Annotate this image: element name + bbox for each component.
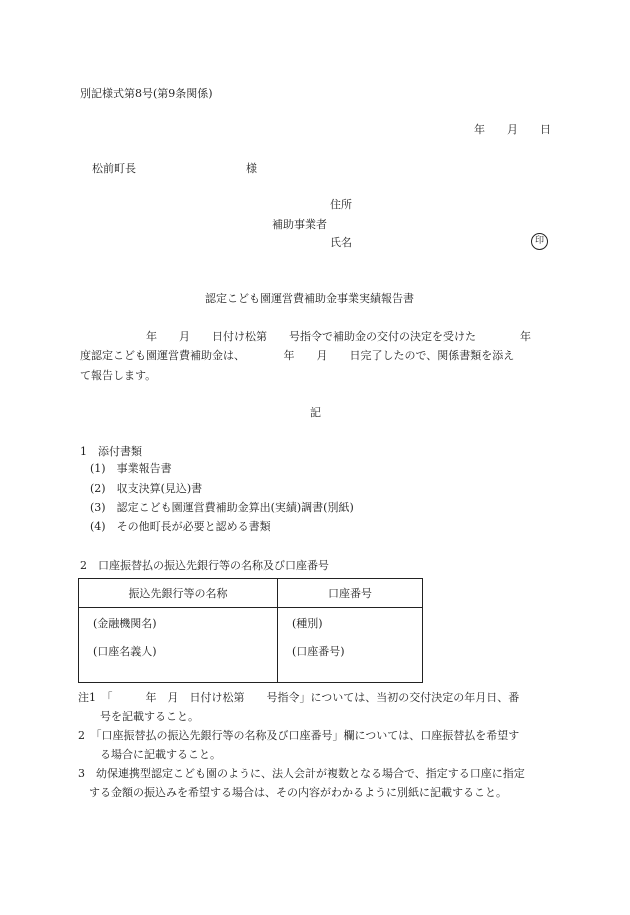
note-line: する金額の振込みを希望する場合は、その内容がわかるように別紙に記載すること。 — [78, 786, 507, 799]
note-line: る場合に記載すること。 — [78, 748, 221, 761]
note-line: 2 「口座振替払の振込先銀行等の名称及び口座番号」欄については、口座振替払を希望す — [78, 729, 520, 742]
attachment-item: (2) 収支決算(見込)書 — [90, 482, 203, 495]
financial-institution-label: (金融機関名) — [93, 617, 157, 630]
account-type-label: (種別) — [292, 617, 323, 630]
attachment-item: (3) 認定こども園運営費補助金算出(実績)調書(別紙) — [90, 501, 354, 514]
applicant-role-label: 補助事業者 — [272, 218, 327, 231]
account-number-label: (口座番号) — [292, 645, 345, 658]
address-label: 住所 — [330, 198, 352, 211]
account-number-header: 口座番号 — [278, 579, 423, 608]
section2-heading: 2 口座振替払の振込先銀行等の名称及び口座番号 — [80, 559, 329, 572]
account-number-cell — [278, 608, 423, 683]
body-line-1: 年 月 日付け松第 号指令で補助金の交付の決定を受けた 年 — [80, 330, 531, 343]
note-line: 号を記載すること。 — [78, 710, 199, 723]
name-label: 氏名 — [330, 236, 352, 249]
bank-name-header: 振込先銀行等の名称 — [79, 579, 278, 608]
section1-heading: 1 添付書類 — [80, 445, 142, 458]
attachment-item: (4) その他町長が必要と認める書類 — [90, 520, 271, 533]
ki-mark: 記 — [310, 406, 321, 419]
bank-account-table — [78, 578, 423, 683]
note-line: 3 幼保連携型認定こども園のように、法人会計が複数となる場合で、指定する口座に指定 — [78, 767, 525, 780]
form-number: 別記様式第8号(第9条関係) — [80, 87, 213, 100]
body-line-2: 度認定こども園運営費補助金は、 年 月 日完了したので、関係書類を添え — [80, 349, 515, 362]
date-line: 年 月 日 — [474, 123, 551, 136]
seal-mark: 印 — [531, 233, 548, 250]
addressee: 松前町長 様 — [92, 162, 257, 175]
attachment-item: (1) 事業報告書 — [90, 462, 172, 475]
note-line: 注1 「 年 月 日付け松第 号指令」については、当初の交付決定の年月日、番 — [78, 691, 520, 704]
body-line-3: て報告します。 — [80, 369, 157, 382]
account-holder-label: (口座名義人) — [93, 645, 157, 658]
bank-name-cell — [79, 608, 278, 683]
document-title: 認定こども園運営費補助金事業実績報告書 — [205, 292, 414, 305]
